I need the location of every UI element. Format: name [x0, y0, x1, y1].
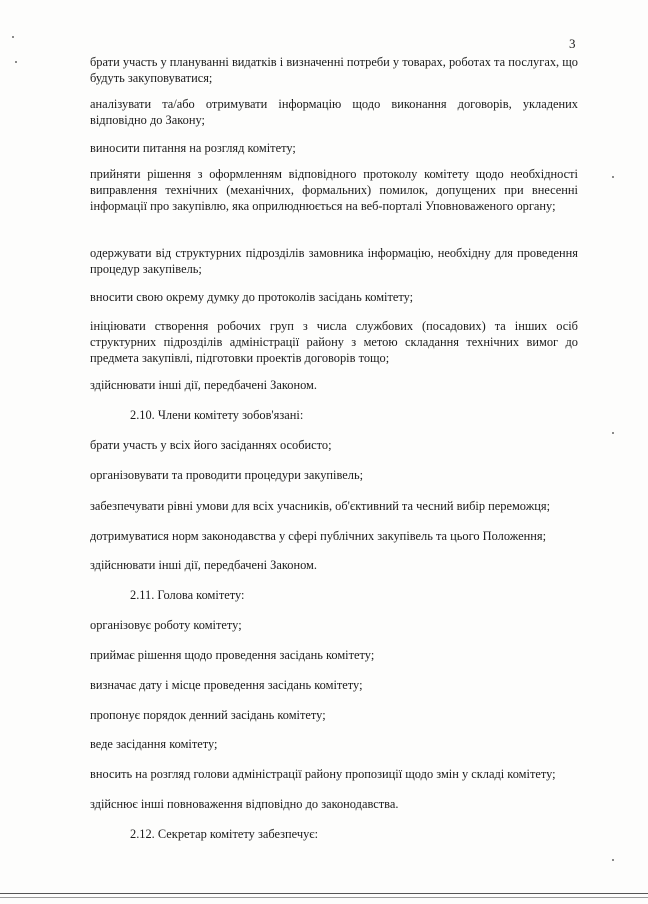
section-heading: 2.12. Секретар комітету забезпечує: [130, 827, 319, 841]
scan-edge-line [0, 893, 648, 894]
paragraph: організовувати та проводити процедури закупівель; [90, 468, 364, 482]
paragraph: дотримуватися норм законодавства у сфері публічних закупівель та цього Положення; [90, 529, 547, 543]
section-heading: 2.10. Члени комітету зобов'язані: [130, 408, 304, 422]
scan-speck [612, 176, 614, 178]
paragraph: одержувати від структурних підрозділів замовника інформацію, необхідну для проведення процедур закупівель; [90, 246, 578, 276]
page-number: 3 [569, 36, 576, 51]
paragraph: організовує роботу комітету; [90, 618, 242, 632]
scan-edge-line [0, 897, 648, 898]
paragraph: веде засідання комітету; [90, 737, 218, 751]
section-heading: 2.11. Голова комітету: [130, 588, 245, 602]
scan-speck [612, 432, 614, 434]
scan-speck [612, 859, 614, 861]
scan-speck [15, 61, 17, 63]
scan-speck [12, 36, 14, 38]
paragraph: приймає рішення щодо проведення засідань комітету; [90, 648, 375, 662]
paragraph: ініціювати створення робочих груп з числа службових (посадових) та інших осіб структурних підрозділів адміністрації району з метою складання технічних вимог до предмета закупівлі, підготовки проектів договорів тощо; [90, 319, 578, 365]
paragraph: брати участь у всіх його засіданнях особисто; [90, 438, 332, 452]
paragraph: пропонує порядок денний засідань комітету; [90, 708, 326, 722]
paragraph: здійснювати інші дії, передбачені Законом. [90, 378, 317, 392]
paragraph: брати участь у плануванні видатків і визначенні потреби у товарах, роботах та послугах, що будуть закуповуватися; [90, 55, 578, 85]
paragraph: вносить на розгляд голови адміністрації району пропозиції щодо змін у складі комітету; [90, 767, 556, 781]
paragraph: аналізувати та/або отримувати інформацію щодо виконання договорів, укладених відповідно до Закону; [90, 97, 578, 127]
paragraph: вносити свою окрему думку до протоколів засідань комітету; [90, 290, 414, 304]
paragraph: здійснює інші повноваження відповідно до законодавства. [90, 797, 399, 811]
paragraph: виносити питання на розгляд комітету; [90, 141, 296, 155]
paragraph: здійснювати інші дії, передбачені Законом. [90, 558, 317, 572]
paragraph: забезпечувати рівні умови для всіх учасників, об'єктивний та чесний вибір переможця; [90, 499, 551, 513]
paragraph: прийняти рішення з оформленням відповідного протоколу комітету щодо необхідності виправлення технічних (механічних, формальних) помилок, допущених при внесенні інформації про закупівлю, яка оприлюднюється на веб-порталі Уповноваженого органу; [90, 167, 578, 213]
paragraph: визначає дату і місце проведення засідань комітету; [90, 678, 363, 692]
